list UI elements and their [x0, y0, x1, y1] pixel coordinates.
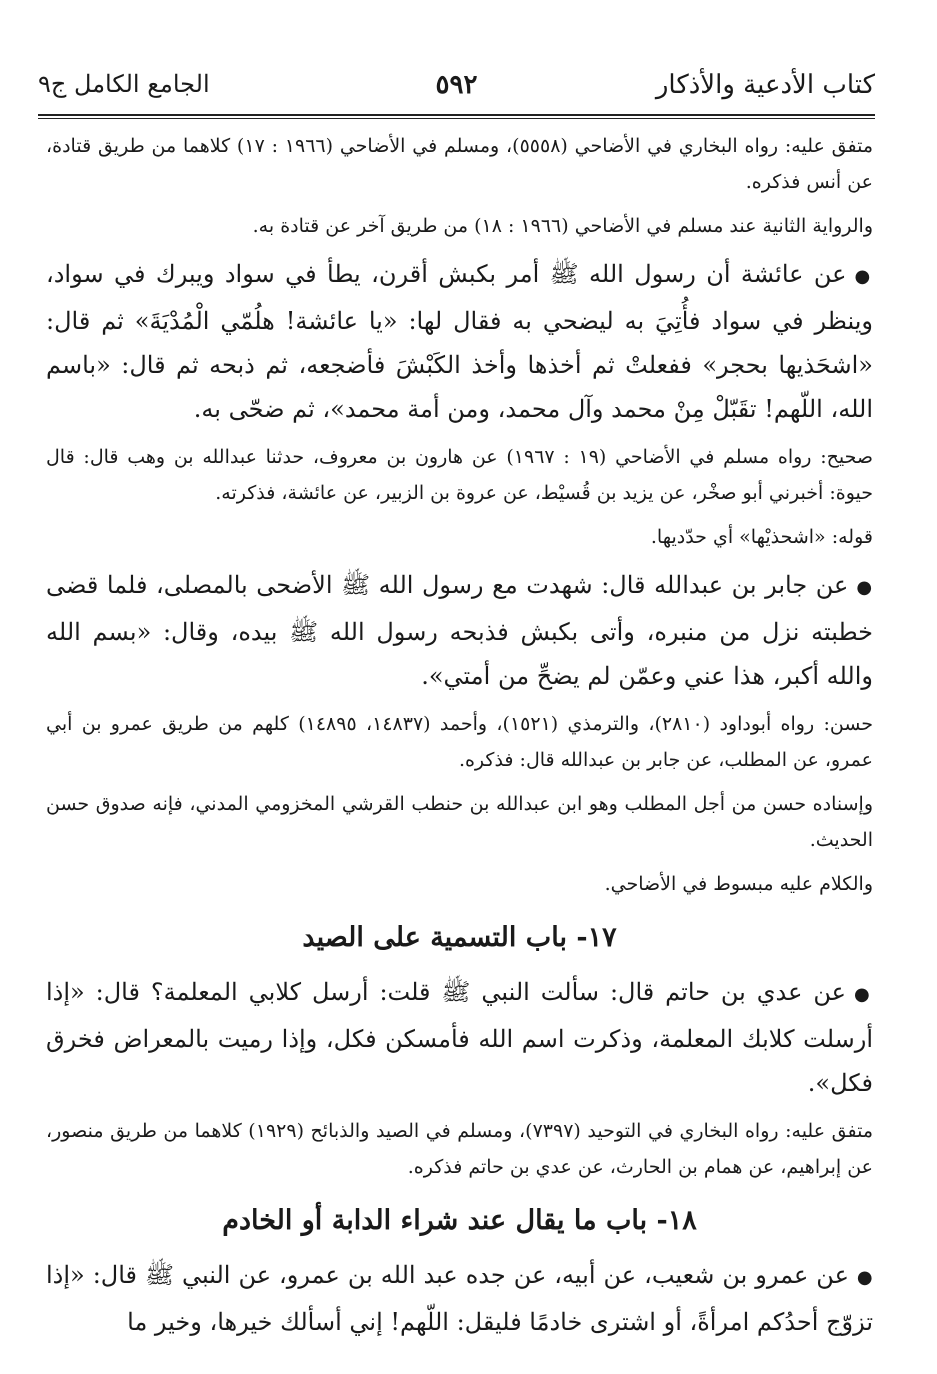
hadith-body: عن عدي بن حاتم قال: سألت النبي ﷺ قلت: أرسل كلابي المعلمة؟ قال: «إذا أرسلت كلابك المعلمة، وذكرت اسم الله فأمسكن فكل، وإذا رميت بالمعراض فخرق فكل».: [46, 978, 873, 1097]
bullet-icon: ●: [856, 1267, 873, 1288]
hadith-body: عن عمرو بن شعيب، عن أبيه، عن جده عبد الله بن عمرو، عن النبي ﷺ قال: «إذا تزوّج أحدُكم امرأةً، أو اشترى خادمًا فليقل: اللّهم! إني أسألك خيرها، وخير ما: [46, 1261, 873, 1336]
hadith-text: [46, 1253, 873, 1344]
takhrij-note: قوله: «اشحذيْها» أي حدّديها.: [650, 526, 873, 548]
page-body: [46, 128, 873, 1352]
chapter-heading: ١٧- باب التسمية على الصيد: [302, 922, 617, 953]
hadith-body: عن جابر بن عبدالله قال: شهدت مع رسول الله ﷺ الأضحى بالمصلى، فلما قضى خطبته نزل من منبره، وأتى بكبش فذبحه رسول الله ﷺ بيده، وقال: «بسم الله والله أكبر، هذا عني وعمّن لم يضحِّ من أمتي».: [46, 571, 874, 690]
takhrij-note: متفق عليه: رواه البخاري في الأضاحي (٥٥٥٨)، ومسلم في الأضاحي (١٩٦٦ : ١٧) كلاهما من طريق قتادة، عن أنس فذكره.: [46, 135, 874, 193]
chapter-heading: ١٨- باب ما يقال عند شراء الدابة أو الخادم: [222, 1205, 697, 1236]
takhrij-note: متفق عليه: رواه البخاري في التوحيد (٧٣٩٧)، ومسلم في الصيد والذبائح (١٩٢٩) كلاهما من طريق منصور، عن إبراهيم، عن همام بن الحارث، عن عدي بن حاتم فذكره.: [46, 1120, 873, 1178]
bullet-icon: ●: [854, 266, 873, 287]
header-rule-thin: [38, 118, 875, 119]
book-title: كتاب الأدعية والأذكار: [655, 70, 875, 100]
bullet-icon: ●: [856, 577, 874, 598]
hadith-body: عن عائشة أن رسول الله ﷺ أمر بكبش أقرن، يطأ في سواد ويبرك في سواد، وينظر في سواد فأُتِيَ به ليضحي به فقال لها: «يا عائشة! هلُمّي الْمُدْيَةَ» ثم قال: «اشحَذيها بحجر» ففعلتْ ثم أخذها وأخذ الكَبْشَ فأضجعه، ثم ذبحه ثم قال: «باسم الله، اللّهم! تقَبّلْ مِنْ محمد وآل محمد، ومن أمة محمد»، ثم ضحّى به.: [46, 260, 873, 423]
takhrij-note: والكلام عليه مبسوط في الأضاحي.: [604, 873, 873, 895]
header-rule: [38, 114, 875, 116]
hadith-text: [46, 970, 873, 1105]
takhrij-note: وإسناده حسن من أجل المطلب وهو ابن عبدالله بن حنطب القرشي المخزومي المدني، فإنه صدوق حسن الحديث.: [46, 793, 873, 851]
hadith-text: [46, 563, 873, 698]
volume-label: الجامع الكامل ج٩: [38, 70, 210, 98]
takhrij-note: والرواية الثانية عند مسلم في الأضاحي (١٩٦٦ : ١٨) من طريق آخر عن قتادة به.: [252, 215, 873, 237]
bullet-icon: ●: [853, 984, 873, 1005]
hadith-text: [46, 252, 873, 431]
takhrij-note: حسن: رواه أبوداود (٢٨١٠)، والترمذي (١٥٢١)، وأحمد (١٤٨٣٧، ١٤٨٩٥) كلهم من طريق عمرو بن أبي عمرو، عن المطلب، عن جابر بن عبدالله قال: فذكره.: [46, 713, 874, 771]
page-number: ٥٩٢: [435, 70, 478, 100]
takhrij-note: صحيح: رواه مسلم في الأضاحي (١٩ : ١٩٦٧) عن هارون بن معروف، حدثنا عبدالله بن وهب قال: قال حيوة: أخبرني أبو صخْر، عن يزيد بن قُسيْط، عن عروة بن الزبير، عن عائشة، فذكرته.: [46, 446, 874, 504]
page-header: [38, 60, 875, 110]
